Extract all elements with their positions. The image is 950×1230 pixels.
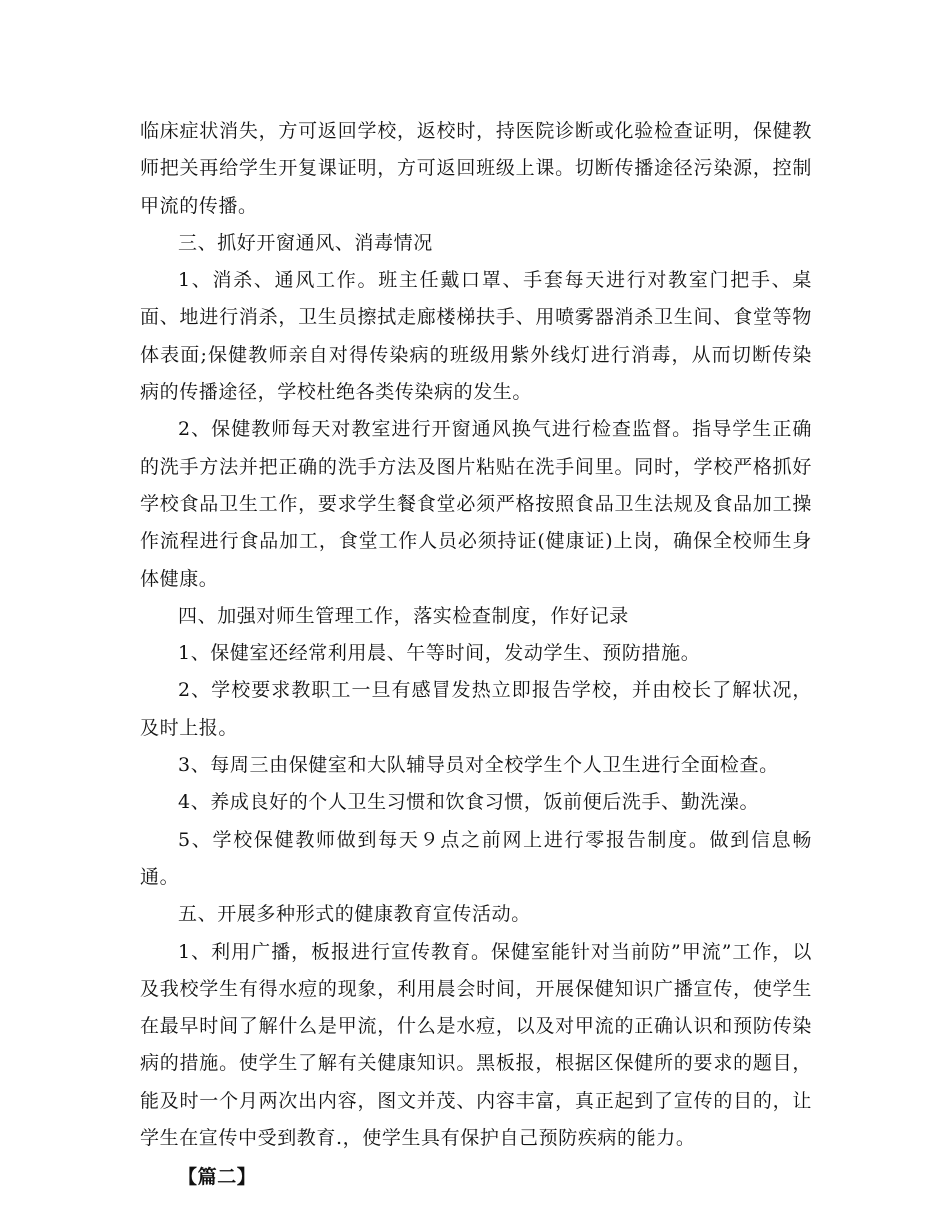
- paragraph: 2、学校要求教职工一旦有感冒发热立即报告学校，并由校长了解状况，及时上报。: [140, 679, 812, 739]
- section-heading-5: 五、开展多种形式的健康教育宣传活动。: [178, 903, 531, 926]
- paragraph: 4、养成良好的个人卫生习惯和饮食习惯，饭前便后洗手、勤洗澡。: [178, 791, 760, 814]
- document-body: [140, 113, 812, 1197]
- section-heading-4: 四、加强对师生管理工作，落实检查制度，作好记录: [178, 604, 629, 627]
- paragraph: 5、学校保健教师做到每天９点之前网上进行零报告制度。做到信息畅通。: [140, 828, 812, 888]
- paragraph-continuation: 临床症状消失，方可返回学校，返校时，持医院诊断或化验检查证明，保健教师把关再给学生开复课证明，方可返回班级上课。切断传播途径污染源，控制甲流的传播。: [140, 120, 812, 217]
- paragraph: 3、每周三由保健室和大队辅导员对全校学生个人卫生进行全面检查。: [178, 754, 779, 777]
- part-heading: 【篇二】: [178, 1166, 257, 1189]
- paragraph: 2、保健教师每天对教室进行开窗通风换气进行检查监督。指导学生正确的洗手方法并把正确的洗手方法及图片粘贴在洗手间里。同时，学校严格抓好学校食品卫生工作，要求学生餐食堂必须严格按照食品卫生法规及食品加工操作流程进行食品加工，食堂工作人员必须持证(健康证)上岗，确保全校师生身体健康。: [140, 418, 812, 590]
- paragraph: 1、利用广播，板报进行宣传教育。保健室能针对当前防”甲流”工作，以及我校学生有得水痘的现象，利用晨会时间，开展保健知识广播宣传，使学生在最早时间了解什么是甲流，什么是水痘，以及对甲流的正确认识和预防传染病的措施。使学生了解有关健康知识。黑板报，根据区保健所的要求的题目，能及时一个月两次出内容，图文并茂、内容丰富，真正起到了宣传的目的，让学生在宣传中受到教育.，使学生具有保护自己预防疾病的能力。: [140, 940, 812, 1150]
- section-heading-3: 三、抓好开窗通风、消毒情况: [178, 231, 433, 254]
- paragraph: 1、保健室还经常利用晨、午等时间，发动学生、预防措施。: [178, 642, 701, 665]
- paragraph: 1、消杀、通风工作。班主任戴口罩、手套每天进行对教室门把手、桌面、地进行消杀，卫生员擦拭走廊楼梯扶手、用喷雾器消杀卫生间、食堂等物体表面;保健教师亲自对得传染病的班级用紫外线灯进行消毒，从而切断传染病的传播途径，学校杜绝各类传染病的发生。: [140, 269, 812, 404]
